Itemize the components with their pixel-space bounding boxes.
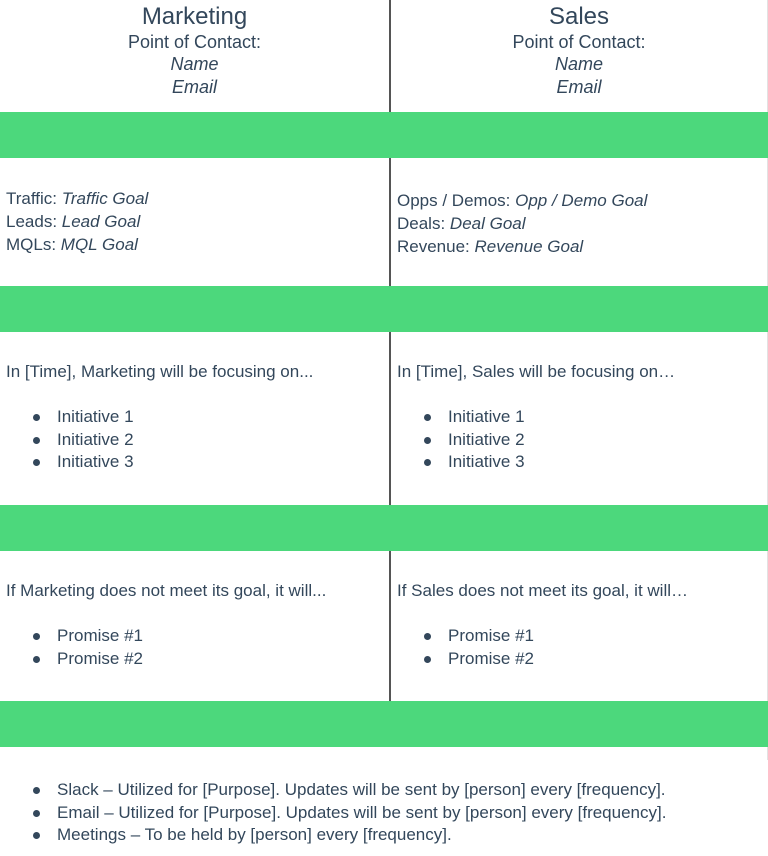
- sales-poc-email: Email: [556, 77, 602, 97]
- sales-promises-list: [391, 625, 767, 670]
- communication-list: [0, 779, 768, 847]
- list-item: Promise #1: [0, 625, 389, 648]
- list-item: Slack – Utilized for [Purpose]. Updates will be sent by [person] every [frequency].: [0, 779, 768, 802]
- goal-line: MQLs: MQL Goal: [6, 235, 138, 254]
- bullet-icon: [33, 656, 40, 663]
- list-item: Initiative 2: [391, 429, 767, 452]
- marketing-promises-list-wrap: [0, 625, 389, 670]
- sales-title: Sales: [548, 3, 610, 30]
- list-item: Initiative 3: [0, 451, 389, 474]
- sales-poc-label: Point of Contact:: [512, 32, 646, 52]
- sales-initiatives-intro: In [Time], Sales will be focusing on…: [397, 362, 676, 381]
- bullet-icon: [33, 414, 40, 421]
- sales-initiatives-list: [391, 406, 767, 474]
- list-item: Promise #2: [0, 648, 389, 671]
- list-item: Initiative 2: [0, 429, 389, 452]
- communication-section: [0, 747, 768, 856]
- bullet-icon: [33, 633, 40, 640]
- green-separator-band: [0, 505, 768, 551]
- sales-header: [391, 0, 767, 112]
- list-item: Meetings – To be held by [person] every [frequency].: [0, 824, 768, 847]
- list-item: Initiative 1: [391, 406, 767, 429]
- goal-line: Deals: Deal Goal: [397, 214, 526, 233]
- goal-line: Opps / Demos: Opp / Demo Goal: [397, 191, 648, 210]
- marketing-poc-label: Point of Contact:: [127, 32, 262, 52]
- marketing-goals: [0, 187, 389, 256]
- marketing-title: Marketing: [141, 3, 248, 30]
- list-item: Initiative 1: [0, 406, 389, 429]
- green-separator-band: [0, 112, 768, 158]
- marketing-initiatives-list-wrap: [0, 406, 389, 474]
- bullet-icon: [33, 832, 40, 839]
- sales-initiatives-list-wrap: [391, 406, 767, 474]
- bullet-icon: [424, 633, 431, 640]
- goal-line: Revenue: Revenue Goal: [397, 237, 584, 256]
- bullet-icon: [33, 810, 40, 817]
- bullet-icon: [424, 459, 431, 466]
- marketing-poc-email: Email: [171, 77, 217, 97]
- marketing-promises: [0, 580, 389, 602]
- green-separator-band: [0, 286, 768, 332]
- goal-line: Traffic: Traffic Goal: [6, 189, 149, 208]
- marketing-initiatives: [0, 361, 389, 383]
- sales-initiatives: [391, 361, 767, 383]
- marketing-initiatives-intro: In [Time], Marketing will be focusing on...: [6, 362, 314, 381]
- goal-line: Leads: Lead Goal: [6, 212, 141, 231]
- sales-promises-list-wrap: [391, 625, 767, 670]
- green-separator-band: [0, 701, 768, 747]
- bullet-icon: [424, 414, 431, 421]
- marketing-header: [0, 0, 389, 112]
- marketing-poc-name: Name: [170, 54, 219, 74]
- bullet-icon: [424, 437, 431, 444]
- list-item: Email – Utilized for [Purpose]. Updates will be sent by [person] every [frequency].: [0, 802, 768, 825]
- sales-promises-intro: If Sales does not meet its goal, it will…: [397, 581, 689, 600]
- list-item: Initiative 3: [391, 451, 767, 474]
- marketing-initiatives-list: [0, 406, 389, 474]
- sales-poc-name: Name: [554, 54, 603, 74]
- bullet-icon: [33, 459, 40, 466]
- bullet-icon: [424, 656, 431, 663]
- marketing-promises-intro: If Marketing does not meet its goal, it will...: [6, 581, 327, 600]
- sales-promises: [391, 580, 767, 602]
- bullet-icon: [33, 787, 40, 794]
- list-item: Promise #1: [391, 625, 767, 648]
- marketing-promises-list: [0, 625, 389, 670]
- sales-goals: [391, 189, 767, 258]
- bullet-icon: [33, 437, 40, 444]
- list-item: Promise #2: [391, 648, 767, 671]
